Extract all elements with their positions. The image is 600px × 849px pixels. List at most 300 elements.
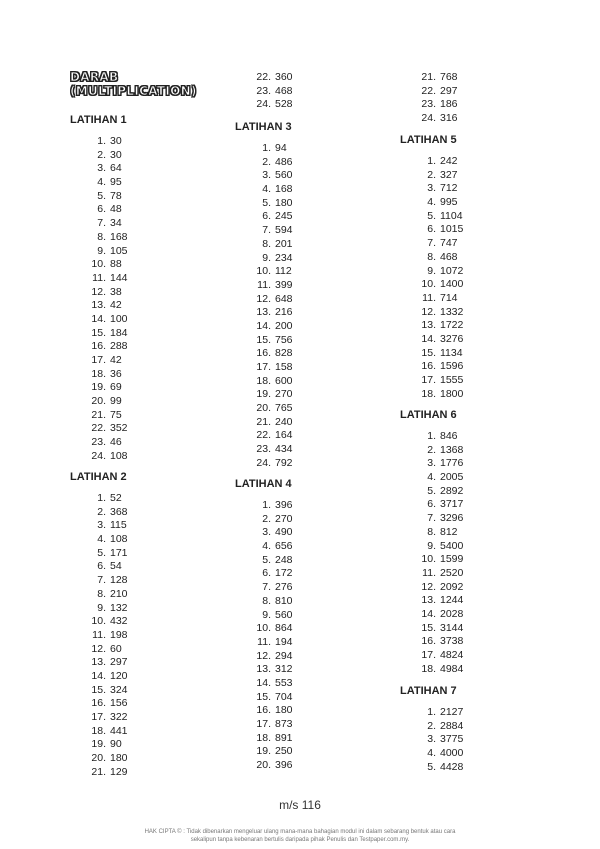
- answer-value: 168: [110, 230, 128, 243]
- answer-item: [235, 526, 293, 540]
- answer-value: 490: [275, 526, 293, 539]
- question-number: 6.: [97, 203, 106, 216]
- answer-value: 560: [275, 169, 293, 182]
- question-number: 14.: [91, 669, 106, 682]
- question-number: 7.: [427, 237, 436, 250]
- answer-value: 1596: [440, 360, 464, 373]
- answer-item: [400, 649, 463, 663]
- answer-item: [400, 471, 463, 485]
- answer-value: 156: [110, 697, 128, 710]
- question-number: 13.: [421, 594, 436, 607]
- answer-item: [70, 327, 128, 341]
- question-number: 21.: [256, 415, 271, 428]
- document-title: [70, 70, 230, 98]
- answer-value: 216: [275, 306, 293, 319]
- answer-value: 528: [275, 98, 293, 111]
- question-number: 19.: [91, 381, 106, 394]
- answer-value: 1722: [440, 319, 464, 332]
- question-number: 7.: [97, 574, 106, 587]
- answer-item: [235, 183, 293, 197]
- answer-item: [400, 223, 463, 237]
- answer-item: [235, 622, 293, 636]
- question-number: 11.: [92, 628, 106, 641]
- answer-value: 168: [275, 183, 293, 196]
- answer-value: 4428: [440, 760, 464, 773]
- answer-value: 38: [110, 285, 122, 298]
- answer-value: 3738: [440, 635, 464, 648]
- question-number: 13.: [256, 306, 271, 319]
- answer-item: [235, 554, 293, 568]
- question-number: 13.: [91, 299, 106, 312]
- question-number: 9.: [97, 601, 106, 614]
- answer-value: 250: [275, 745, 293, 758]
- question-number: 11.: [92, 271, 106, 284]
- question-number: 23.: [256, 443, 271, 456]
- answer-value: 2127: [440, 706, 464, 718]
- question-number: 2.: [262, 512, 271, 525]
- answer-item: [400, 182, 463, 196]
- question-number: 5.: [262, 196, 271, 209]
- question-number: 24.: [421, 112, 436, 125]
- question-number: 9.: [427, 264, 436, 277]
- answer-value: 360: [275, 71, 293, 83]
- answer-item: [70, 217, 128, 231]
- question-number: 2.: [427, 719, 436, 732]
- question-number: 4.: [427, 196, 436, 209]
- answer-item: [70, 354, 128, 368]
- question-number: 4.: [97, 533, 106, 546]
- answer-item: [70, 738, 128, 752]
- answer-value: 368: [110, 505, 128, 518]
- question-number: 21.: [91, 408, 106, 421]
- answer-item: [400, 540, 463, 554]
- question-number: 10.: [256, 265, 271, 278]
- question-number: 17.: [256, 361, 271, 373]
- answer-value: 210: [110, 587, 128, 600]
- answer-item: [70, 670, 128, 684]
- answer-item: [400, 85, 458, 99]
- answer-value: 2092: [440, 580, 464, 593]
- answer-item: [400, 306, 463, 320]
- question-number: 14.: [256, 319, 271, 332]
- answer-item: [70, 629, 128, 643]
- answer-value: 78: [110, 189, 122, 202]
- question-number: 21.: [91, 765, 106, 778]
- answer-item: [400, 567, 463, 581]
- question-number: 6.: [262, 210, 271, 223]
- answer-value: 1555: [440, 374, 464, 386]
- answer-value: 594: [275, 224, 293, 237]
- question-number: 17.: [421, 374, 436, 386]
- question-number: 24.: [256, 98, 271, 111]
- question-number: 11.: [422, 566, 436, 579]
- question-number: 22.: [256, 71, 271, 83]
- answer-item: [235, 732, 293, 746]
- answer-item: [400, 706, 463, 720]
- answer-value: 322: [110, 711, 128, 723]
- question-number: 13.: [91, 656, 106, 669]
- answer-item: [70, 176, 128, 190]
- question-number: 2.: [97, 148, 106, 161]
- question-number: 21.: [421, 71, 436, 83]
- answer-value: 100: [110, 312, 128, 325]
- answer-item: [400, 333, 463, 347]
- answer-value: 1368: [440, 443, 464, 456]
- answer-item: [400, 663, 463, 677]
- question-number: 8.: [97, 587, 106, 600]
- answer-value: 115: [110, 519, 127, 532]
- answer-item: [70, 299, 128, 313]
- question-number: 4.: [427, 471, 436, 484]
- answer-item: [235, 499, 293, 513]
- question-number: 15.: [256, 333, 271, 346]
- answer-value: 2005: [440, 471, 464, 484]
- answer-list: [235, 71, 293, 112]
- answer-value: 3296: [440, 512, 464, 525]
- answer-item: [70, 272, 128, 286]
- section-heading: LATIHAN 6: [400, 409, 457, 421]
- answer-item: [235, 224, 293, 238]
- question-number: 16.: [256, 347, 271, 360]
- answer-item: [70, 492, 128, 506]
- answer-value: 5400: [440, 539, 464, 552]
- answer-value: 828: [275, 347, 293, 360]
- question-number: 20.: [91, 395, 106, 408]
- question-number: 8.: [97, 230, 106, 243]
- answer-item: [70, 684, 128, 698]
- answer-list: [70, 135, 128, 464]
- question-number: 6.: [427, 223, 436, 236]
- answer-value: 276: [275, 581, 293, 594]
- answer-value: 30: [110, 135, 122, 147]
- answer-item: [235, 293, 293, 307]
- question-number: 6.: [97, 560, 106, 573]
- answer-value: 245: [275, 210, 293, 223]
- question-number: 4.: [262, 540, 271, 553]
- question-number: 17.: [421, 649, 436, 661]
- answer-value: 1134: [440, 346, 463, 359]
- title-line-2: (MULTIPLICATION): [70, 84, 197, 98]
- question-number: 5.: [262, 553, 271, 566]
- question-number: 23.: [91, 436, 106, 449]
- answer-item: [235, 98, 293, 112]
- copyright-notice: HAK CIPTA © : Tidak dibenarkan mengeluar ulang mana-mana bahagian modul ini dalam sebarang bentuk atau cara sekalipun tanpa kebenaran bertulis daripada pihak Penulis dan Testpaper.com.my.: [144, 829, 456, 843]
- question-number: 10.: [421, 553, 436, 566]
- answer-item: [235, 718, 293, 732]
- answer-value: 4984: [440, 662, 464, 675]
- question-number: 17.: [91, 711, 106, 723]
- question-number: 19.: [256, 388, 271, 401]
- answer-value: 441: [110, 724, 128, 737]
- question-number: 3.: [262, 169, 271, 182]
- question-number: 17.: [256, 718, 271, 730]
- answer-value: 120: [110, 669, 128, 682]
- answer-item: [400, 278, 463, 292]
- answer-value: 714: [440, 291, 458, 304]
- answer-item: [235, 636, 293, 650]
- answer-list: [400, 430, 463, 676]
- question-number: 4.: [427, 747, 436, 760]
- answer-item: [400, 430, 463, 444]
- answer-value: 648: [275, 292, 293, 305]
- answer-item: [70, 752, 128, 766]
- answer-item: [70, 313, 128, 327]
- answer-item: [400, 761, 463, 775]
- answer-item: [235, 85, 293, 99]
- question-number: 14.: [91, 312, 106, 325]
- answer-item: [400, 553, 463, 567]
- answer-value: 1072: [440, 264, 464, 277]
- answer-item: [400, 98, 458, 112]
- answer-value: 108: [110, 533, 128, 546]
- question-number: 8.: [427, 250, 436, 263]
- question-number: 1.: [427, 155, 436, 167]
- question-number: 4.: [262, 183, 271, 196]
- answer-value: 3276: [440, 332, 464, 345]
- question-number: 23.: [256, 84, 271, 97]
- answer-list: [400, 71, 458, 126]
- answer-item: [235, 609, 293, 623]
- question-number: 3.: [262, 526, 271, 539]
- answer-item: [235, 388, 293, 402]
- answer-item: [70, 245, 128, 259]
- question-number: 18.: [421, 662, 436, 675]
- question-number: 16.: [421, 360, 436, 373]
- question-number: 5.: [97, 546, 106, 559]
- answer-value: 468: [275, 84, 293, 97]
- answer-item: [235, 581, 293, 595]
- answer-value: 316: [440, 112, 458, 125]
- question-number: 19.: [256, 745, 271, 758]
- answer-item: [400, 498, 463, 512]
- answer-item: [400, 526, 463, 540]
- answer-value: 1015: [440, 223, 464, 236]
- answer-item: [235, 691, 293, 705]
- question-number: 1.: [262, 142, 271, 154]
- answer-item: [400, 512, 463, 526]
- answer-item: [235, 540, 293, 554]
- answer-value: 396: [275, 759, 293, 772]
- answer-item: [400, 622, 463, 636]
- answer-value: 46: [110, 436, 122, 449]
- answer-item: [235, 429, 293, 443]
- question-number: 16.: [91, 340, 106, 353]
- question-number: 12.: [91, 642, 106, 655]
- answer-item: [400, 457, 463, 471]
- answer-item: [235, 238, 293, 252]
- answer-item: [70, 409, 128, 423]
- answer-value: 88: [110, 258, 122, 271]
- answer-value: 712: [440, 182, 458, 195]
- answer-item: [70, 602, 128, 616]
- answer-value: 4824: [440, 649, 464, 661]
- question-number: 5.: [427, 484, 436, 497]
- question-number: 2.: [262, 155, 271, 168]
- answer-value: 94: [275, 142, 287, 154]
- answer-value: 1400: [440, 278, 464, 291]
- question-number: 8.: [427, 525, 436, 538]
- answer-item: [400, 388, 463, 402]
- answer-value: 242: [440, 155, 458, 167]
- answer-item: [235, 334, 293, 348]
- answer-value: 1800: [440, 387, 464, 400]
- section-heading: LATIHAN 3: [235, 121, 292, 133]
- answer-item: [235, 759, 293, 773]
- answer-item: [400, 237, 463, 251]
- answer-item: [70, 615, 128, 629]
- answer-value: 288: [110, 340, 128, 353]
- answer-item: [400, 112, 458, 126]
- answer-item: [400, 444, 463, 458]
- question-number: 3.: [427, 733, 436, 746]
- answer-value: 112: [275, 265, 292, 278]
- question-number: 1.: [427, 706, 436, 718]
- answer-value: 747: [440, 237, 458, 250]
- answer-value: 756: [275, 333, 293, 346]
- answer-value: 52: [110, 492, 122, 504]
- answer-value: 396: [275, 499, 293, 511]
- question-number: 24.: [91, 449, 106, 462]
- answer-value: 158: [275, 361, 293, 373]
- answer-value: 184: [110, 326, 128, 339]
- answer-item: [400, 319, 463, 333]
- answer-item: [235, 210, 293, 224]
- answer-value: 1104: [440, 209, 463, 222]
- answer-item: [70, 203, 128, 217]
- question-number: 14.: [421, 332, 436, 345]
- answer-item: [70, 519, 128, 533]
- question-number: 11.: [257, 635, 271, 648]
- answer-item: [400, 581, 463, 595]
- answer-value: 399: [275, 278, 293, 291]
- answer-value: 164: [275, 429, 293, 442]
- question-number: 2.: [427, 443, 436, 456]
- question-number: 23.: [421, 98, 436, 111]
- answer-item: [70, 162, 128, 176]
- question-number: 7.: [97, 217, 106, 230]
- answer-value: 352: [110, 422, 128, 435]
- answer-value: 270: [275, 388, 293, 401]
- answer-list: [235, 499, 293, 773]
- answer-value: 69: [110, 381, 122, 394]
- answer-list: [400, 706, 463, 774]
- question-number: 6.: [262, 567, 271, 580]
- section-heading: LATIHAN 4: [235, 478, 292, 490]
- question-number: 15.: [421, 621, 436, 634]
- title-line-1: DARAB: [70, 70, 119, 84]
- answer-value: 312: [275, 663, 293, 676]
- answer-value: 48: [110, 203, 122, 216]
- answer-item: [235, 320, 293, 334]
- question-number: 18.: [256, 374, 271, 387]
- question-number: 19.: [91, 738, 106, 751]
- answer-item: [235, 402, 293, 416]
- answer-item: [70, 574, 128, 588]
- question-number: 11.: [257, 278, 271, 291]
- answer-item: [70, 436, 128, 450]
- answer-item: [400, 733, 463, 747]
- answer-value: 172: [275, 567, 293, 580]
- answer-item: [400, 71, 458, 85]
- question-number: 10.: [256, 622, 271, 635]
- answer-value: 297: [440, 84, 458, 97]
- answer-item: [70, 560, 128, 574]
- question-number: 15.: [91, 326, 106, 339]
- question-number: 13.: [256, 663, 271, 676]
- answer-value: 270: [275, 512, 293, 525]
- answer-item: [400, 196, 463, 210]
- question-number: 7.: [262, 224, 271, 237]
- answer-value: 294: [275, 649, 293, 662]
- answer-value: 180: [110, 752, 128, 765]
- question-number: 1.: [262, 499, 271, 511]
- section-heading: LATIHAN 2: [70, 471, 127, 483]
- answer-item: [400, 292, 463, 306]
- answer-item: [235, 156, 293, 170]
- answer-item: [70, 381, 128, 395]
- answer-item: [70, 258, 128, 272]
- answer-item: [235, 306, 293, 320]
- answer-item: [400, 747, 463, 761]
- answer-value: 42: [110, 354, 122, 366]
- question-number: 2.: [427, 168, 436, 181]
- question-number: 17.: [91, 354, 106, 366]
- answer-value: 2892: [440, 484, 464, 497]
- answer-list: [400, 155, 463, 401]
- answer-item: [400, 265, 463, 279]
- question-number: 10.: [91, 615, 106, 628]
- section-heading: LATIHAN 5: [400, 134, 457, 146]
- answer-value: 891: [275, 731, 293, 744]
- answer-value: 1332: [440, 305, 464, 318]
- question-number: 16.: [256, 704, 271, 717]
- answer-value: 95: [110, 176, 122, 189]
- question-number: 12.: [256, 292, 271, 305]
- answer-value: 4000: [440, 747, 464, 760]
- answer-item: [235, 279, 293, 293]
- answer-value: 144: [110, 271, 128, 284]
- answer-value: 1244: [440, 594, 464, 607]
- question-number: 18.: [91, 367, 106, 380]
- answer-value: 129: [110, 765, 128, 778]
- answer-value: 180: [275, 196, 293, 209]
- answer-value: 432: [110, 615, 128, 628]
- answer-item: [400, 360, 463, 374]
- answer-item: [235, 443, 293, 457]
- answer-item: [400, 608, 463, 622]
- question-number: 7.: [427, 512, 436, 525]
- question-number: 14.: [256, 676, 271, 689]
- answer-value: 132: [110, 601, 128, 614]
- page-number: m/s 116: [279, 798, 321, 812]
- answer-value: 75: [110, 408, 122, 421]
- answer-value: 2884: [440, 719, 464, 732]
- answer-item: [70, 190, 128, 204]
- question-number: 15.: [421, 346, 436, 359]
- answer-item: [400, 169, 463, 183]
- question-number: 13.: [421, 319, 436, 332]
- answer-item: [70, 422, 128, 436]
- answer-value: 434: [275, 443, 293, 456]
- answer-value: 995: [440, 196, 458, 209]
- question-number: 1.: [97, 492, 106, 504]
- answer-item: [235, 663, 293, 677]
- answer-value: 327: [440, 168, 458, 181]
- answer-value: 34: [110, 217, 122, 230]
- question-number: 22.: [421, 84, 436, 97]
- answer-value: 1599: [440, 553, 464, 566]
- answer-value: 3717: [440, 498, 464, 511]
